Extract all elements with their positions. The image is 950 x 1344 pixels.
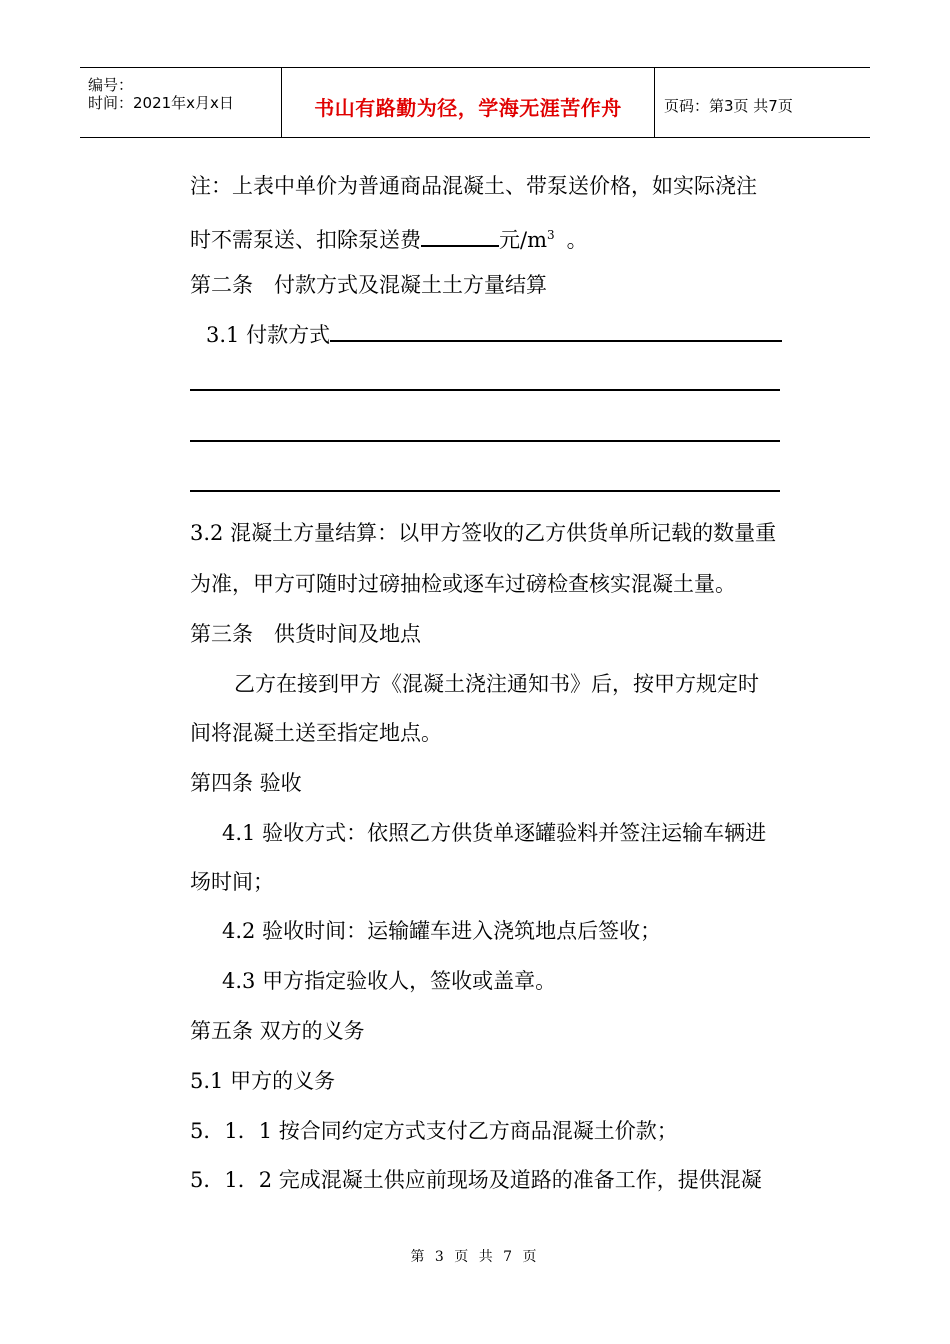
header-motto: 书山有路勤为径，学海无涯苦作舟: [314, 96, 622, 120]
clause-5-1-1: 5．1．1 按合同约定方式支付乙方商品混凝土价款；: [190, 1119, 678, 1143]
pump-fee-blank: [421, 227, 499, 247]
note-line-2: [190, 222, 810, 253]
header-left-cell: [80, 68, 282, 137]
header-page-info: 页码：第3页 共7页: [664, 97, 793, 115]
header-right-cell: [655, 68, 870, 137]
article-4-title: 第四条 验收: [190, 771, 302, 795]
clause-3-2-line-2: 为准，甲方可随时过磅抽检或逐车过磅检查核实混凝土量。: [190, 572, 736, 596]
note-line-1: 注：上表中单价为普通商品混凝土、带泵送价格，如实际浇注: [190, 174, 757, 198]
clause-4-1-line-1: 4.1 验收方式：依照乙方供货单逐罐验料并签注运输车辆进: [222, 821, 767, 845]
note-line-2-end: 。: [566, 228, 588, 252]
page-header: [80, 67, 870, 138]
page-footer: 第 3 页 共 7 页: [410, 1249, 540, 1265]
payment-method-label: 3.1 付款方式: [206, 323, 331, 347]
clause-5-1-2: 5．1．2 完成混凝土供应前现场及道路的准备工作，提供混凝: [190, 1168, 762, 1192]
note-line-2-unit: 元/m: [499, 228, 547, 252]
clause-4-2: 4.2 验收时间：运输罐车进入浇筑地点后签收；: [222, 919, 662, 943]
clause-5-1: 5.1 甲方的义务: [190, 1069, 336, 1093]
note-line-2-prefix: 时不需泵送、扣除泵送费: [190, 228, 421, 252]
note-line-2-superscript: 3: [547, 228, 555, 242]
document-number-label: 编号：: [88, 76, 134, 94]
clause-3-2-line-1: 3.2 混凝土方量结算：以甲方签收的乙方供货单所记载的数量重: [190, 521, 777, 545]
blank-rule-2: [190, 440, 780, 442]
blank-rule-1: [190, 389, 780, 391]
clause-4-1-line-2: 场时间；: [190, 870, 274, 894]
article-2-title: 第二条 付款方式及混凝土土方量结算: [190, 273, 547, 297]
article-5-title: 第五条 双方的义务: [190, 1019, 365, 1043]
payment-method-line: [206, 322, 826, 348]
article-3-title: 第三条 供货时间及地点: [190, 622, 421, 646]
article-3-line-1: 乙方在接到甲方《混凝土浇注通知书》后，按甲方规定时: [234, 672, 759, 696]
payment-method-blank: [330, 322, 782, 342]
clause-4-3: 4.3 甲方指定验收人，签收或盖章。: [222, 969, 557, 993]
header-middle-cell: [282, 68, 655, 137]
document-time-label: 时间：2021年x月x日: [88, 94, 234, 112]
article-3-line-2: 间将混凝土送至指定地点。: [190, 721, 442, 745]
blank-rule-3: [190, 490, 780, 492]
